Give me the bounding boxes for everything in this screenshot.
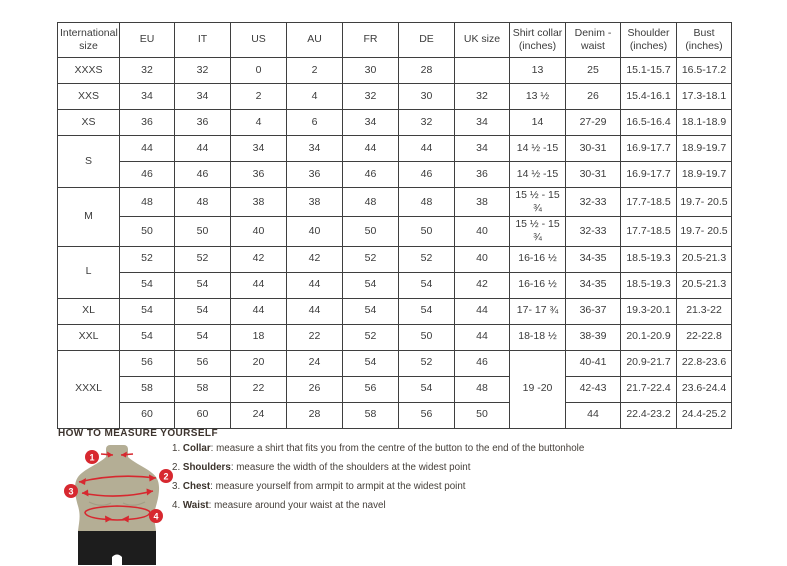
step-3-marker	[64, 484, 78, 498]
size-chart-table	[57, 22, 732, 429]
table-cell: S	[58, 136, 120, 188]
column-header: Shirt collar (inches)	[510, 23, 566, 58]
table-cell: 20	[231, 350, 287, 376]
table-cell: 48	[120, 188, 175, 217]
table-cell: 32	[175, 58, 231, 84]
table-cell: 16.5-16.4	[621, 110, 677, 136]
table-cell: 20.5-21.3	[677, 246, 732, 272]
table-cell: 42	[231, 246, 287, 272]
table-cell: 21.7-22.4	[621, 376, 677, 402]
table-cell: 42	[287, 246, 343, 272]
table-cell: XXL	[58, 324, 120, 350]
measure-steps	[172, 444, 584, 520]
step-1-marker	[85, 450, 99, 464]
table-row	[58, 217, 732, 246]
table-cell: L	[58, 246, 120, 298]
table-row	[58, 110, 732, 136]
table-cell: 15 ½ - 15 ¾	[510, 217, 566, 246]
table-cell: 40	[455, 246, 510, 272]
column-header: Shoulder (inches)	[621, 23, 677, 58]
table-cell: 54	[343, 350, 399, 376]
table-cell: 54	[120, 324, 175, 350]
table-cell: 48	[343, 188, 399, 217]
table-cell: 2	[231, 84, 287, 110]
measure-section-title: HOW TO MEASURE YOURSELF	[58, 428, 218, 439]
measure-step	[172, 463, 584, 473]
column-header: US	[231, 23, 287, 58]
table-row	[58, 136, 732, 162]
svg-text:4: 4	[153, 511, 159, 522]
table-header	[58, 23, 732, 58]
step-number: 3.	[172, 480, 183, 492]
table-cell: XS	[58, 110, 120, 136]
step-label: Waist	[182, 499, 209, 511]
table-cell: 44	[120, 136, 175, 162]
table-cell: 50	[175, 217, 231, 246]
measure-step	[172, 444, 584, 454]
table-cell: 15 ½ - 15 ¾	[510, 188, 566, 217]
svg-text:1: 1	[89, 452, 95, 463]
table-cell: 30	[399, 84, 455, 110]
step-number: 1.	[172, 443, 183, 454]
table-cell: XXXS	[58, 58, 120, 84]
column-header: DE	[399, 23, 455, 58]
shorts-shape	[78, 531, 156, 565]
table-cell: 48	[455, 376, 510, 402]
step-label: Collar	[182, 443, 211, 454]
table-row	[58, 58, 732, 84]
table-cell: 16.9-17.7	[621, 162, 677, 188]
table-cell: 38	[287, 188, 343, 217]
table-cell: 38	[455, 188, 510, 217]
svg-text:3: 3	[68, 486, 74, 497]
table-cell: 40	[231, 217, 287, 246]
table-cell: 52	[343, 324, 399, 350]
table-cell: 20.1-20.9	[621, 324, 677, 350]
table-cell: 14 ½ -15	[510, 136, 566, 162]
table-cell: 21.3-22	[677, 298, 732, 324]
column-header: EU	[120, 23, 175, 58]
table-row	[58, 350, 732, 376]
table-cell: 14 ½ -15	[510, 162, 566, 188]
table-cell: 0	[231, 58, 287, 84]
table-body	[58, 58, 732, 429]
table-cell: 54	[399, 298, 455, 324]
table-cell: 22.8-23.6	[677, 350, 732, 376]
table-cell: 27-29	[566, 110, 621, 136]
table-cell: 50	[399, 324, 455, 350]
table-cell: 15.4-16.1	[621, 84, 677, 110]
table-cell: 44	[231, 272, 287, 298]
table-cell: 54	[343, 298, 399, 324]
table-cell: 34	[455, 136, 510, 162]
measure-figure	[55, 444, 180, 566]
step-text: : measure the width of the shoulders at the widest point	[230, 461, 471, 473]
table-cell: 44	[455, 298, 510, 324]
table-cell: 34	[343, 110, 399, 136]
table-cell: 34	[120, 84, 175, 110]
svg-text:2: 2	[163, 471, 169, 482]
table-cell: 30-31	[566, 136, 621, 162]
table-cell: 24	[231, 402, 287, 428]
step-2-marker	[159, 469, 173, 483]
table-cell: 16.5-17.2	[677, 58, 732, 84]
table-cell: 60	[175, 402, 231, 428]
table-cell: 38-39	[566, 324, 621, 350]
table-cell: 22-22.8	[677, 324, 732, 350]
column-header: Bust (inches)	[677, 23, 732, 58]
table-cell: 52	[343, 246, 399, 272]
table-cell	[455, 58, 510, 84]
step-label: Chest	[182, 480, 211, 492]
table-cell: 20.9-21.7	[621, 350, 677, 376]
table-cell: 36	[175, 110, 231, 136]
table-cell: 4	[287, 84, 343, 110]
column-header: UK size	[455, 23, 510, 58]
table-cell: 54	[175, 324, 231, 350]
table-cell: 48	[175, 188, 231, 217]
table-cell: 18.1-18.9	[677, 110, 732, 136]
table-cell: 14	[510, 110, 566, 136]
table-cell: 60	[120, 402, 175, 428]
table-cell: 56	[343, 376, 399, 402]
table-cell: 25	[566, 58, 621, 84]
step-text: : measure yourself from armpit to armpit at the widest point	[210, 480, 466, 492]
table-cell: 46	[343, 162, 399, 188]
table-cell: 44	[566, 402, 621, 428]
table-cell: 38	[231, 188, 287, 217]
column-header: International size	[58, 23, 120, 58]
table-cell: 34	[287, 136, 343, 162]
table-cell: 50	[455, 402, 510, 428]
table-cell: 44	[287, 272, 343, 298]
step-number: 4.	[172, 499, 183, 511]
mannequin-torso-illustration	[75, 445, 159, 565]
table-cell: 17.7-18.5	[621, 188, 677, 217]
table-cell: 50	[120, 217, 175, 246]
table-cell: 44	[455, 324, 510, 350]
table-cell: 54	[120, 298, 175, 324]
measure-step	[172, 482, 584, 492]
table-cell: 30-31	[566, 162, 621, 188]
table-cell: 46	[455, 350, 510, 376]
table-cell: 34-35	[566, 246, 621, 272]
step-text: : measure around your waist at the navel	[208, 499, 386, 511]
table-cell: 30	[343, 58, 399, 84]
table-cell: 44	[175, 136, 231, 162]
table-cell: 26	[566, 84, 621, 110]
table-row	[58, 188, 732, 217]
table-cell: 19.7- 20.5	[677, 188, 732, 217]
table-cell: 50	[399, 217, 455, 246]
table-row	[58, 298, 732, 324]
step-4-marker	[149, 509, 163, 523]
column-header: IT	[175, 23, 231, 58]
table-cell: 20.5-21.3	[677, 272, 732, 298]
table-cell: 22	[231, 376, 287, 402]
table-cell: XXS	[58, 84, 120, 110]
table-cell: 18	[231, 324, 287, 350]
table-row	[58, 84, 732, 110]
table-cell: 28	[399, 58, 455, 84]
table-cell: 32	[343, 84, 399, 110]
table-cell: 46	[399, 162, 455, 188]
table-cell: 36	[120, 110, 175, 136]
table-row	[58, 402, 732, 428]
table-cell: 40	[455, 217, 510, 246]
table-cell: 32-33	[566, 188, 621, 217]
table-cell: 19 -20	[510, 350, 566, 428]
table-cell: 19.3-20.1	[621, 298, 677, 324]
table-cell: 50	[343, 217, 399, 246]
table-cell: 54	[399, 272, 455, 298]
table-cell: 46	[120, 162, 175, 188]
table-cell: 54	[399, 376, 455, 402]
table-cell: 44	[399, 136, 455, 162]
table-cell: 32	[120, 58, 175, 84]
table-cell: 34	[231, 136, 287, 162]
table-cell: XL	[58, 298, 120, 324]
table-cell: 58	[343, 402, 399, 428]
table-cell: 24	[287, 350, 343, 376]
table-cell: 54	[343, 272, 399, 298]
table-cell: 34-35	[566, 272, 621, 298]
table-cell: 40-41	[566, 350, 621, 376]
table-cell: 52	[399, 246, 455, 272]
table-cell: 26	[287, 376, 343, 402]
table-cell: 18.9-19.7	[677, 136, 732, 162]
table-cell: 34	[175, 84, 231, 110]
table-cell: XXXL	[58, 350, 120, 428]
table-cell: 36	[231, 162, 287, 188]
table-cell: 56	[399, 402, 455, 428]
step-label: Shoulders	[182, 461, 231, 473]
table-cell: 22	[287, 324, 343, 350]
table-cell: 56	[175, 350, 231, 376]
size-chart-table-wrap	[57, 22, 732, 429]
table-cell: 36-37	[566, 298, 621, 324]
table-cell: 54	[175, 272, 231, 298]
table-cell: M	[58, 188, 120, 247]
table-cell: 54	[120, 272, 175, 298]
table-row	[58, 272, 732, 298]
column-header: Denim - waist	[566, 23, 621, 58]
table-cell: 17.3-18.1	[677, 84, 732, 110]
table-cell: 17.7-18.5	[621, 217, 677, 246]
table-cell: 34	[455, 110, 510, 136]
table-cell: 15.1-15.7	[621, 58, 677, 84]
step-number: 2.	[172, 461, 183, 473]
table-cell: 58	[175, 376, 231, 402]
table-cell: 23.6-24.4	[677, 376, 732, 402]
table-cell: 16-16 ½	[510, 272, 566, 298]
table-row	[58, 376, 732, 402]
table-cell: 54	[175, 298, 231, 324]
table-cell: 58	[120, 376, 175, 402]
table-cell: 40	[287, 217, 343, 246]
table-cell: 18.9-19.7	[677, 162, 732, 188]
table-cell: 22.4-23.2	[621, 402, 677, 428]
column-header: AU	[287, 23, 343, 58]
table-cell: 36	[287, 162, 343, 188]
table-cell: 16.9-17.7	[621, 136, 677, 162]
table-cell: 4	[231, 110, 287, 136]
table-cell: 18-18 ½	[510, 324, 566, 350]
table-cell: 56	[120, 350, 175, 376]
table-cell: 44	[287, 298, 343, 324]
table-cell: 52	[399, 350, 455, 376]
table-cell: 52	[175, 246, 231, 272]
table-cell: 32	[455, 84, 510, 110]
table-cell: 48	[399, 188, 455, 217]
table-row	[58, 324, 732, 350]
table-cell: 44	[343, 136, 399, 162]
table-cell: 28	[287, 402, 343, 428]
table-cell: 13 ½	[510, 84, 566, 110]
table-cell: 44	[231, 298, 287, 324]
column-header: FR	[343, 23, 399, 58]
table-cell: 24.4-25.2	[677, 402, 732, 428]
table-row	[58, 246, 732, 272]
table-cell: 52	[120, 246, 175, 272]
table-cell: 36	[455, 162, 510, 188]
table-row	[58, 162, 732, 188]
step-text: : measure a shirt that fits you from the centre of the button to the end of the buttonhole	[210, 443, 585, 454]
table-cell: 46	[175, 162, 231, 188]
table-cell: 19.7- 20.5	[677, 217, 732, 246]
table-cell: 42	[455, 272, 510, 298]
table-cell: 17- 17 ¾	[510, 298, 566, 324]
table-cell: 32	[399, 110, 455, 136]
table-cell: 6	[287, 110, 343, 136]
table-cell: 32-33	[566, 217, 621, 246]
table-cell: 13	[510, 58, 566, 84]
measure-step	[172, 501, 584, 511]
table-cell: 2	[287, 58, 343, 84]
table-cell: 42-43	[566, 376, 621, 402]
table-cell: 16-16 ½	[510, 246, 566, 272]
table-cell: 18.5-19.3	[621, 246, 677, 272]
table-cell: 18.5-19.3	[621, 272, 677, 298]
